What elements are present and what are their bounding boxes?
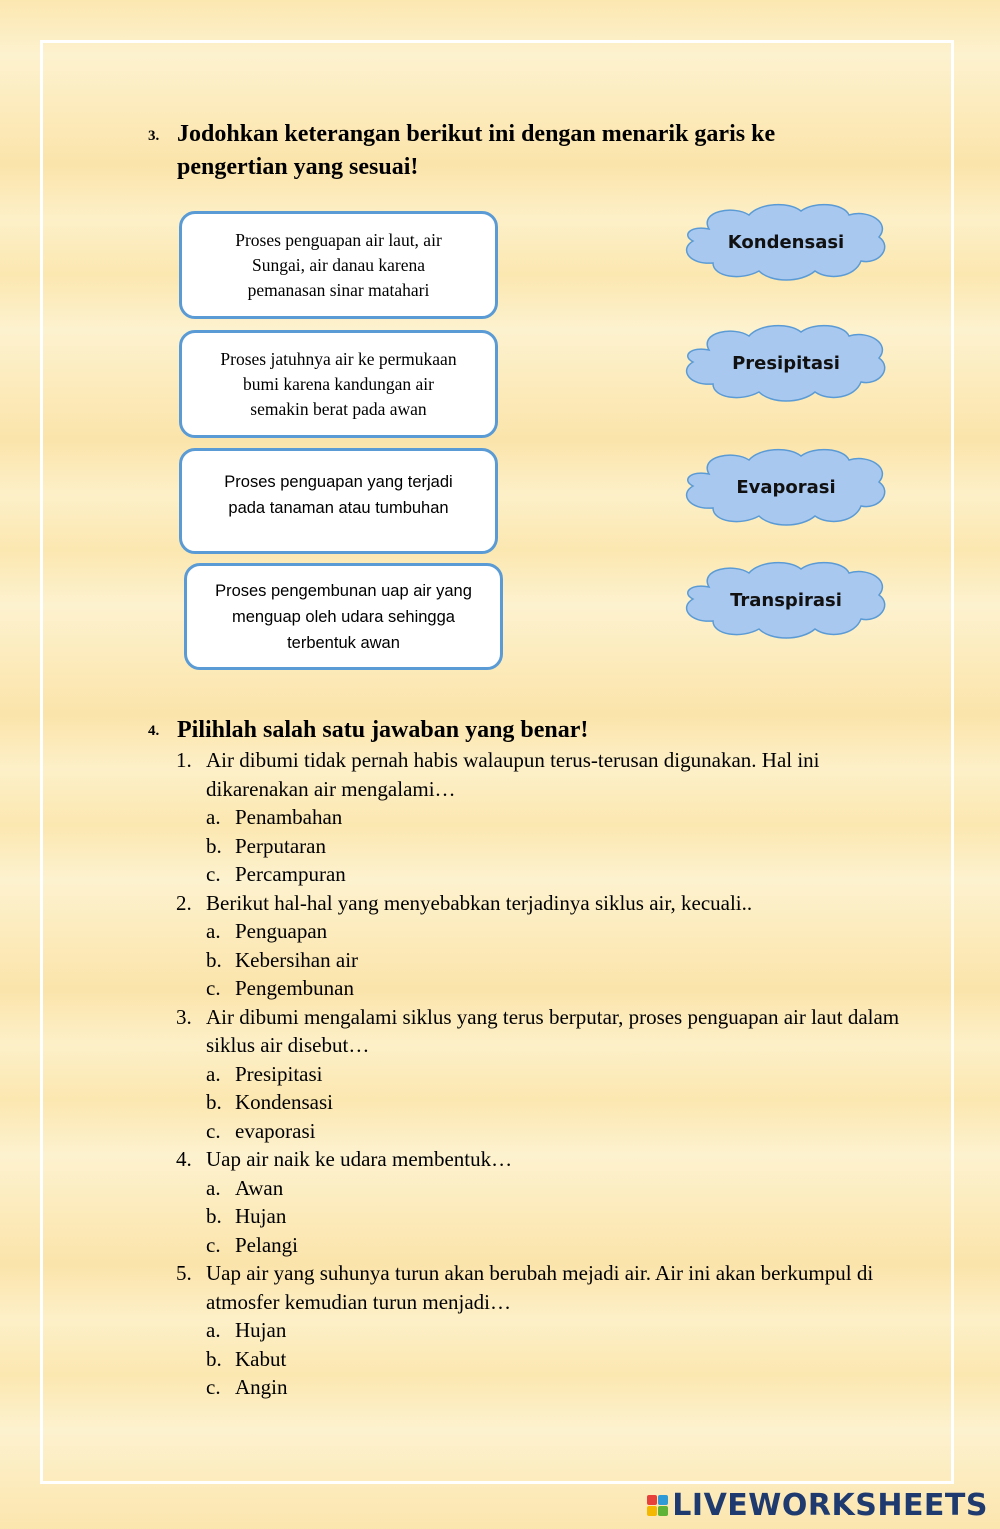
cloud-label: Presipitasi <box>732 352 840 374</box>
liveworksheets-brand[interactable] <box>647 1488 988 1523</box>
option-letter: b. <box>206 1204 222 1228</box>
option-text: Perputaran <box>235 833 326 858</box>
cloud-kondensasi[interactable] <box>679 201 893 283</box>
question-number: 5. <box>176 1261 192 1285</box>
match-box-3[interactable] <box>179 448 498 554</box>
option-text: Pengembunan <box>235 976 354 1000</box>
option-b[interactable] <box>176 1202 916 1231</box>
section3-title-line1: Jodohkan keterangan berikut ini dengan menarik garis ke <box>177 121 776 147</box>
section3-title <box>177 118 917 184</box>
match-box-4-line: terbentuk awan <box>287 633 400 652</box>
option-letter: a. <box>206 805 221 829</box>
section4-number: 4. <box>148 723 160 739</box>
option-text: Kondensasi <box>235 1090 333 1114</box>
option-a[interactable] <box>176 1174 916 1203</box>
match-box-2-line: bumi karena kandungan air <box>243 373 434 394</box>
question-text: Uap air yang suhunya turun akan berubah mejadi air. Air ini akan berkumpul di atmosfer kemudian turun menjadi… <box>206 1261 874 1314</box>
option-text: evaporasi <box>235 1118 316 1143</box>
brand-text: LIVEWORKSHEETS <box>672 1488 988 1523</box>
question-4 <box>176 1145 916 1259</box>
cloud-evaporasi[interactable] <box>679 446 893 528</box>
question-3 <box>176 1003 916 1146</box>
option-letter: b. <box>206 1346 222 1371</box>
match-box-4-line: menguap oleh udara sehingga <box>232 607 455 626</box>
option-b[interactable] <box>176 946 916 975</box>
option-text: Presipitasi <box>235 1061 323 1086</box>
option-text: Penambahan <box>235 805 343 829</box>
cloud-presipitasi[interactable] <box>679 322 893 404</box>
match-box-3-line: pada tanaman atau tumbuhan <box>228 499 449 517</box>
option-letter: a. <box>206 1318 221 1342</box>
question-5 <box>176 1259 916 1402</box>
section4-title: Pilihlah salah satu jawaban yang benar! <box>177 717 589 743</box>
question-text: Air dibumi mengalami siklus yang terus berputar, proses penguapan air laut dalam siklus air disebut… <box>206 1004 900 1057</box>
option-c[interactable] <box>176 1373 916 1402</box>
question-text: Uap air naik ke udara membentuk… <box>206 1147 513 1171</box>
question-2 <box>176 889 916 1003</box>
option-c[interactable] <box>176 1117 916 1146</box>
match-box-1-line: pemanasan sinar matahari <box>247 279 430 300</box>
option-a[interactable] <box>176 917 916 946</box>
option-a[interactable] <box>176 803 916 832</box>
option-letter: c. <box>206 1375 221 1399</box>
option-a[interactable] <box>176 1060 916 1089</box>
option-letter: c. <box>206 1118 221 1143</box>
option-b[interactable] <box>176 832 916 861</box>
option-letter: b. <box>206 833 222 858</box>
option-b[interactable] <box>176 1088 916 1117</box>
option-letter: c. <box>206 976 221 1000</box>
option-b[interactable] <box>176 1345 916 1374</box>
match-box-2[interactable] <box>179 330 498 438</box>
option-letter: c. <box>206 1232 221 1257</box>
option-text: Kabut <box>235 1346 287 1371</box>
option-a[interactable] <box>176 1316 916 1345</box>
question-text: Berikut hal-hal yang menyebabkan terjadinya siklus air, kecuali.. <box>206 890 753 915</box>
option-c[interactable] <box>176 1231 916 1260</box>
option-text: Hujan <box>235 1204 287 1228</box>
option-text: Hujan <box>235 1318 287 1342</box>
question-number: 2. <box>176 890 192 915</box>
question-number: 4. <box>176 1147 192 1171</box>
match-box-1-line: Proses penguapan air laut, air <box>235 229 442 250</box>
match-box-2-line: semakin berat pada awan <box>250 398 427 419</box>
option-text: Angin <box>235 1375 288 1399</box>
option-letter: b. <box>206 1090 222 1114</box>
option-text: Kebersihan air <box>235 947 359 972</box>
match-box-1[interactable] <box>179 211 498 319</box>
option-c[interactable] <box>176 974 916 1003</box>
liveworksheets-logo-icon <box>647 1495 668 1516</box>
cloud-label: Evaporasi <box>736 476 836 498</box>
option-letter: b. <box>206 947 222 972</box>
section3-title-line2: pengertian yang sesuai! <box>177 154 419 180</box>
section3-number: 3. <box>148 128 160 144</box>
match-box-4-line: Proses pengembunan uap air yang <box>215 581 472 600</box>
option-text: Pelangi <box>235 1232 298 1257</box>
option-text: Penguapan <box>235 919 328 943</box>
question-1 <box>176 746 916 889</box>
option-letter: a. <box>206 919 221 943</box>
question-text: Air dibumi tidak pernah habis walaupun terus-terusan digunakan. Hal ini dikarenakan air mengalami… <box>206 748 820 801</box>
cloud-transpirasi[interactable] <box>679 559 893 641</box>
option-text: Percampuran <box>235 862 346 886</box>
option-letter: a. <box>206 1061 221 1086</box>
option-c[interactable] <box>176 860 916 889</box>
option-text: Awan <box>235 1175 284 1200</box>
match-box-2-line: Proses jatuhnya air ke permukaan <box>220 348 457 369</box>
question-number: 1. <box>176 748 192 772</box>
match-box-1-line: Sungai, air danau karena <box>252 254 425 275</box>
cloud-label: Transpirasi <box>730 589 842 611</box>
option-letter: c. <box>206 862 221 886</box>
question-number: 3. <box>176 1004 192 1029</box>
cloud-label: Kondensasi <box>727 231 845 253</box>
match-box-4[interactable] <box>184 563 503 670</box>
match-box-3-line: Proses penguapan yang terjadi <box>224 473 453 491</box>
option-letter: a. <box>206 1175 221 1200</box>
question-list <box>176 746 916 1402</box>
